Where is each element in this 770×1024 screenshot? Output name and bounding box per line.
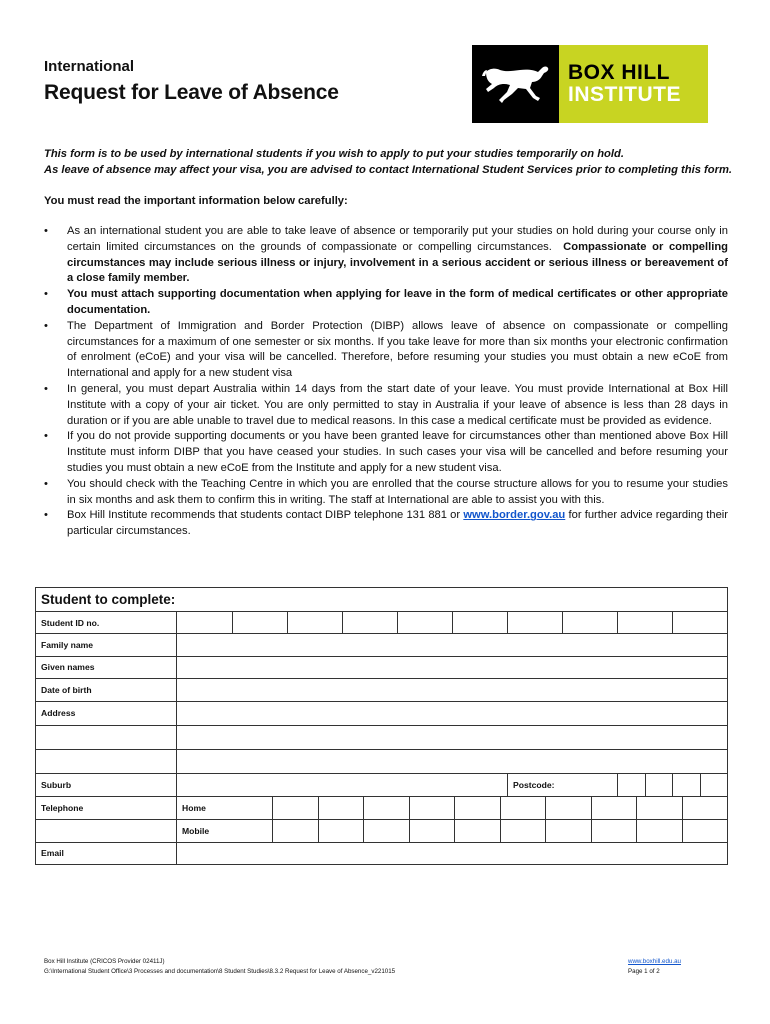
table-row [36,749,728,773]
address-spacer-1 [36,725,177,749]
information-list [44,224,728,540]
phone-digit-box[interactable] [592,797,638,819]
student-id-box[interactable] [508,612,563,634]
dob-label: Date of birth [36,679,177,701]
student-id-box[interactable] [177,612,233,634]
table-row [36,679,728,701]
phone-digit-box[interactable] [455,797,501,819]
given-names-field[interactable] [177,656,728,678]
table-row [36,773,728,796]
phone-digit-box[interactable] [683,820,728,842]
logo-line-1: BOX HILL [568,61,670,84]
phone-digit-box[interactable] [319,797,365,819]
student-id-box[interactable] [618,612,673,634]
home-phone-row [177,796,728,819]
address-label: Address [36,701,177,725]
phone-digit-box[interactable] [455,820,501,842]
home-label: Home [177,797,273,819]
student-id-label: Student ID no. [36,612,177,634]
horse-icon [472,45,559,123]
phone-digit-box[interactable] [683,797,728,819]
provider-text: Box Hill Institute (CRICOS Provider 02411J) [44,958,165,965]
address-field-1[interactable] [177,701,728,725]
table-row [36,701,728,725]
border-website-link[interactable]: www.border.gov.au [463,509,566,522]
form-subtitle: International [44,58,135,75]
student-id-box[interactable] [673,612,728,634]
website-link[interactable]: www.boxhill.edu.au [628,958,681,965]
student-id-box[interactable] [288,612,343,634]
list-item: • You should check with the Teaching Centre in which you are enrolled that the course structure allows for you to resume your studies in six months and ask them to confirm this in writing. The staff at International are able to assist you with this. [44,477,728,506]
list-item: • Box Hill Institute recommends that students contact DIBP telephone 131 881 or www.border.gov.au for further advice regarding their particular circumstances. [44,509,729,538]
postcode-box[interactable] [646,774,674,796]
intro-text [44,146,734,178]
page-title: Request for Leave of Absence [44,81,339,104]
table-row [36,612,728,634]
email-label: Email [36,842,177,864]
student-id-box[interactable] [563,612,618,634]
footer-left [44,957,395,977]
telephone-label: Telephone [36,796,177,819]
phone-digit-box[interactable] [410,797,456,819]
logo-line-2: INSTITUTE [568,83,681,106]
table-row [36,819,728,842]
table-row [36,842,728,864]
must-read-heading: You must read the important information below carefully: [44,195,348,207]
dob-field[interactable] [177,679,728,701]
given-names-label: Given names [36,656,177,678]
phone-digit-box[interactable] [364,820,410,842]
phone-digit-box[interactable] [546,820,592,842]
suburb-label: Suburb [36,773,177,796]
phone-digit-box[interactable] [273,797,319,819]
address-field-3[interactable] [177,749,728,773]
phone-digit-box[interactable] [319,820,365,842]
postcode-box[interactable] [673,774,701,796]
phone-digit-box[interactable] [364,797,410,819]
table-row [36,634,728,656]
phone-digit-box[interactable] [637,797,683,819]
table-row [36,656,728,678]
list-item: • In general, you must depart Australia within 14 days from the start date of your leave. You must provide International at Box Hill Institute with a copy of your air ticket. You are only permitted to stay in Australia if your leave of absence is less than 28 days in duration or if you are able unable to travel due to medical reasons. In this case a medical certificate must be provided as evidence. [44,382,728,427]
postcode-label: Postcode: [508,773,618,796]
family-name-label: Family name [36,634,177,656]
suburb-field[interactable] [177,773,508,796]
family-name-field[interactable] [177,634,728,656]
phone-digit-box[interactable] [410,820,456,842]
phone-digit-box[interactable] [637,820,683,842]
mobile-label: Mobile [177,820,273,842]
list-item: • You must attach supporting documentation when applying for leave in the form of medical certificates or other appropriate documentation. [44,288,728,316]
phone-digit-box[interactable] [546,797,592,819]
document-path: G:\International Student Office\3 Processes and documentation\8 Student Studies\8.3.2 Request for Leave of Absence_v221015 [44,968,396,975]
logo-wordmark [559,45,708,123]
list-item: • The Department of Immigration and Border Protection (DIBP) allows leave of absence on compassionate or compelling circumstances for a maximum of one semester or six months. If you take leave for more than six months your electronic confirmation of enrolment (eCoE) and your visa will be cancelled. Therefore, before resuming your studies you must obtain a new eCoE from International and apply for a new student visa [44,319,728,380]
mobile-phone-row [177,819,728,842]
postcode-box[interactable] [701,774,728,796]
list-item: • As an international student you are able to take leave of absence or temporarily put your studies on hold during your course only in certain limited circumstances on the grounds of compassionate or compelling circumstances. Compassionate or compelling circumstances may include serious illness or injury, involvement in a serious accident or serious illness or bereavement of a close family member. [44,225,729,285]
postcode-box[interactable] [618,774,646,796]
table-row [36,796,728,819]
student-id-box[interactable] [453,612,508,634]
list-item: • If you do not provide supporting documents or you have been granted leave for circumstances other than mentioned above Box Hill Institute must inform DIBP that you have ceased your studies. In such cases your visa will be cancelled and before resuming your studies you must obtain a new eCoE from the Institute and apply for a new student visa. [44,430,728,474]
form-heading: Student to complete: [36,588,728,612]
phone-digit-box[interactable] [501,797,547,819]
student-id-box[interactable] [233,612,288,634]
address-spacer-2 [36,749,177,773]
intro-line-2: As leave of absence may affect your visa, you are advised to contact International Student Services prior to completing this form. [44,164,733,176]
postcode-field[interactable] [618,773,728,796]
footer-right [628,957,681,977]
address-field-2[interactable] [177,725,728,749]
phone-digit-box[interactable] [501,820,547,842]
intro-line-1: This form is to be used by international students if you wish to apply to put your studies temporarily on hold. [44,148,624,160]
student-id-box[interactable] [343,612,398,634]
phone-digit-box[interactable] [273,820,319,842]
phone-digit-box[interactable] [592,820,638,842]
table-row [36,725,728,749]
email-field[interactable] [177,842,728,864]
page-number: Page 1 of 2 [628,968,660,975]
student-id-box[interactable] [398,612,453,634]
telephone-spacer [36,819,177,842]
student-details-table [35,587,728,865]
box-hill-logo [472,45,708,123]
